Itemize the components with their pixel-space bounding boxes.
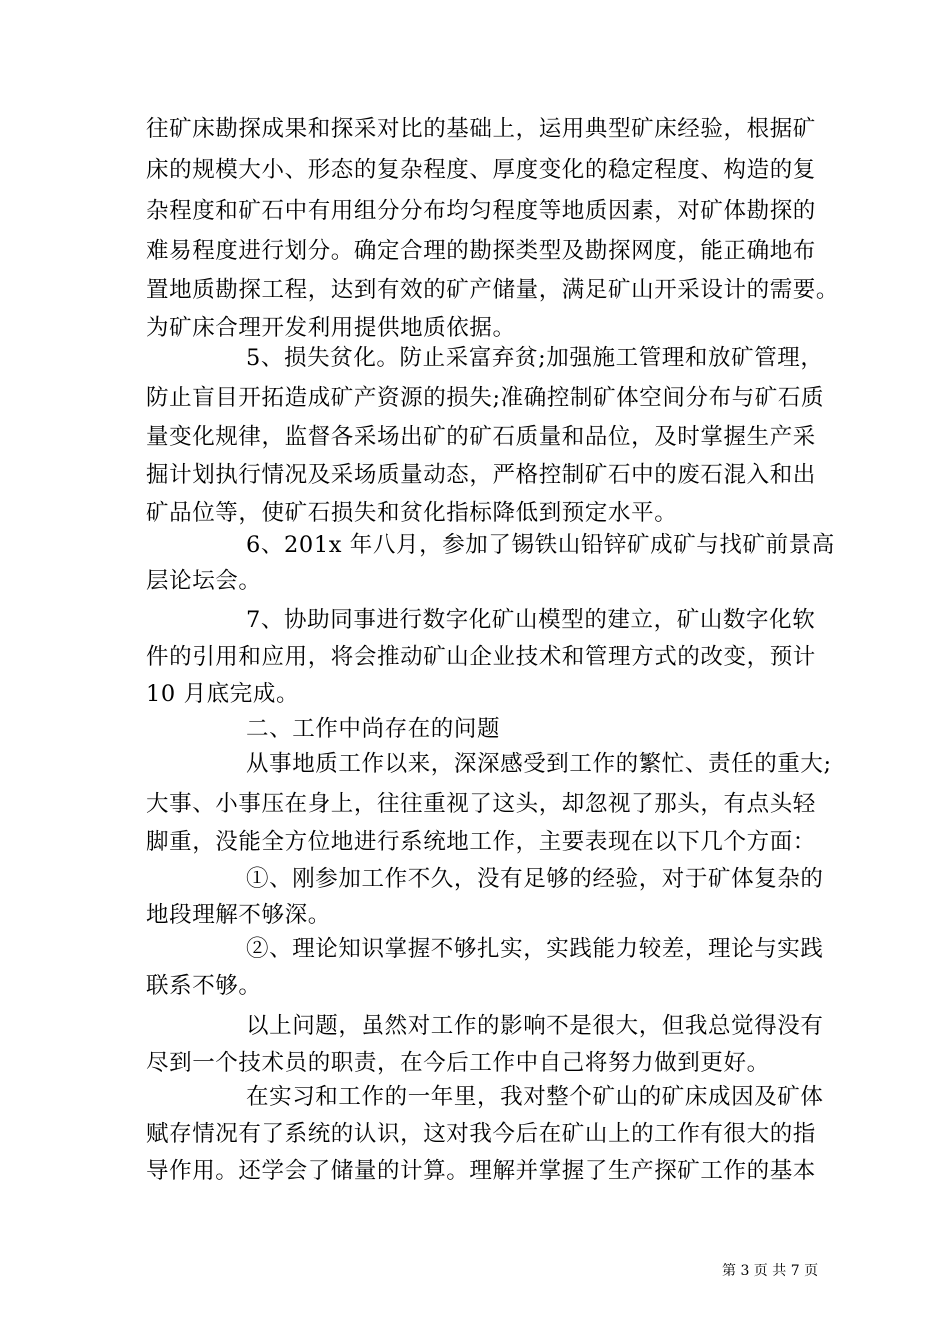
text-line: 置地质勘探工程，达到有效的矿产储量，满足矿山开采设计的需要。 bbox=[146, 277, 840, 303]
text-line: 矿品位等，使矿石损失和贫化指标降低到预定水平。 bbox=[146, 500, 678, 526]
text-line: 10 月底完成。 bbox=[146, 681, 300, 707]
text-line: 从事地质工作以来，深深感受到工作的繁忙、责任的重大; bbox=[246, 751, 832, 777]
text-line: 尽到一个技术员的职责，在今后工作中自己将努力做到更好。 bbox=[146, 1050, 770, 1076]
section-heading: 二、工作中尚存在的问题 bbox=[246, 716, 501, 742]
text-line: 脚重，没能全方位地进行系统地工作，主要表现在以下几个方面： bbox=[146, 829, 816, 855]
text-line: 联系不够。 bbox=[146, 973, 262, 999]
page-number-footer: 第 3 页 共 7 页 bbox=[722, 1263, 819, 1279]
text-line: 在实习和工作的一年里，我对整个矿山的矿床成因及矿体 bbox=[246, 1084, 824, 1110]
text-line: 赋存情况有了系统的认识，这对我今后在矿山上的工作有很大的指 bbox=[146, 1121, 816, 1147]
text-line: 6、201x 年八月，参加了锡铁山铅锌矿成矿与找矿前景高 bbox=[246, 532, 835, 558]
text-line: 以上问题，虽然对工作的影响不是很大，但我总觉得没有 bbox=[246, 1013, 824, 1039]
text-line: 导作用。还学会了储量的计算。理解并掌握了生产探矿工作的基本 bbox=[146, 1158, 816, 1184]
text-line: 掘计划执行情况及采场质量动态，严格控制矿石中的废石混入和出 bbox=[146, 462, 816, 488]
text-line: 层论坛会。 bbox=[146, 568, 262, 594]
text-line: 防止盲目开拓造成矿产资源的损失;准确控制矿体空间分布与矿石质 bbox=[146, 385, 825, 411]
text-line: 5、损失贫化。防止采富弃贫;加强施工管理和放矿管理， bbox=[246, 345, 824, 371]
text-line: 量变化规律，监督各采场出矿的矿石质量和品位，及时掌握生产采 bbox=[146, 424, 816, 450]
text-line: 地段理解不够深。 bbox=[146, 902, 331, 928]
text-line: 件的引用和应用，将会推动矿山企业技术和管理方式的改变，预计 bbox=[146, 644, 816, 670]
text-line: 床的规模大小、形态的复杂程度、厚度变化的稳定程度、构造的复 bbox=[146, 157, 816, 183]
text-line: 为矿床合理开发利用提供地质依据。 bbox=[146, 315, 516, 341]
text-line: 往矿床勘探成果和探采对比的基础上，运用典型矿床经验，根据矿 bbox=[146, 116, 816, 142]
text-line: ①、刚参加工作不久，没有足够的经验，对于矿体复杂的 bbox=[246, 866, 824, 892]
text-line: 7、协助同事进行数字化矿山模型的建立，矿山数字化软 bbox=[246, 607, 816, 633]
text-line: 难易程度进行划分。确定合理的勘探类型及勘探网度，能正确地布 bbox=[146, 238, 816, 264]
text-line: 杂程度和矿石中有用组分分布均匀程度等地质因素，对矿体勘探的 bbox=[146, 198, 816, 224]
text-line: ②、理论知识掌握不够扎实，实践能力较差，理论与实践 bbox=[246, 936, 824, 962]
text-line: 大事、小事压在身上，往往重视了这头，却忽视了那头，有点头轻 bbox=[146, 791, 816, 817]
